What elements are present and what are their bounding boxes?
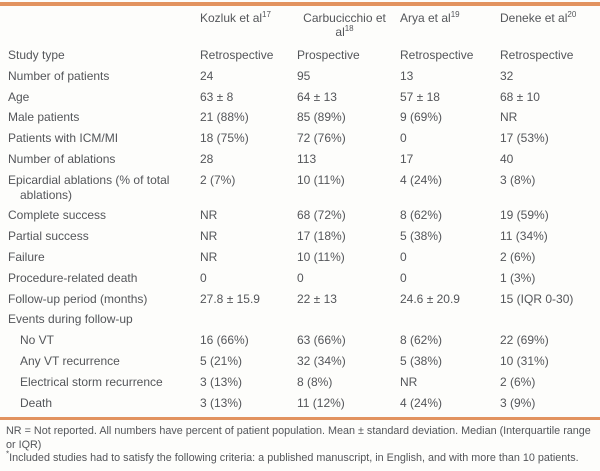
table-row (0, 372, 600, 393)
table-row (0, 149, 600, 170)
row-label: Study type (8, 48, 65, 62)
table-cell: 28 (200, 151, 214, 166)
column-header-label: Deneke et $al^{20}$ (500, 10, 577, 25)
table-cell: 19 (59%) (500, 208, 549, 223)
table-cell: 95 (297, 68, 311, 83)
table-cell: 5 (38%) (400, 353, 443, 368)
table-cell: Retrospective (500, 48, 574, 62)
table-cell: 32 (34%) (297, 353, 346, 368)
table-cell: Prospective (297, 48, 360, 62)
table-cell: 40 (500, 151, 514, 166)
table-cell: 18 (75%) (200, 131, 249, 146)
table-cell: 5 (21%) (200, 353, 243, 368)
table-cell: 15 (IQR 0-30) (500, 291, 574, 306)
table-cell: 2 (6%) (500, 374, 536, 389)
row-label: Partial success (8, 229, 89, 244)
table-row (0, 289, 600, 310)
row-label: Events during follow-up (8, 312, 133, 327)
row-label: Death (20, 395, 53, 410)
table-cell: 5 (38%) (400, 229, 443, 244)
row-label: No VT (20, 333, 55, 348)
comparison-table (0, 2, 600, 466)
table-cell: Retrospective (200, 48, 274, 62)
table-cell: 24 (200, 68, 214, 83)
table-cell: 21 (88%) (200, 110, 249, 125)
table-cell: 3 (13%) (200, 374, 243, 389)
table-cell: 22 ± 13 (297, 291, 337, 306)
footnote-inclusion-text: Included studies had to satisfy the following criteria: a published manuscript, in English, and with more than 10 patients. (9, 452, 579, 465)
table-row (0, 393, 600, 414)
table-cell: 72 (76%) (297, 131, 346, 146)
table-cell: 27.8 ± 15.9 (200, 291, 260, 306)
table-cell: 68 ± 10 (500, 89, 540, 104)
table-cell: 8 (62%) (400, 333, 443, 348)
table-body (0, 45, 600, 413)
table-row (0, 107, 600, 128)
table-cell: NR (200, 229, 218, 244)
row-label: Patients with ICM/MI (8, 131, 119, 146)
column-header-label: Carbucicchio et $al^{18}$ (303, 11, 386, 39)
table-cell: 10 (11%) (297, 249, 345, 264)
table-cell: 10 (31%) (500, 353, 549, 368)
table-cell: 68 (72%) (297, 208, 346, 223)
table-cell: NR (500, 110, 518, 125)
table-row (0, 170, 600, 206)
table-cell: 22 (69%) (500, 333, 549, 348)
column-header (400, 11, 500, 25)
table-cell: 10 (11%) (297, 172, 345, 187)
table-cell: 24.6 ± 20.9 (400, 291, 460, 306)
reference-superscript: 18 (344, 24, 354, 33)
table-row (0, 205, 600, 226)
table-cell: 4 (24%) (400, 172, 443, 187)
table-cell: 1 (3%) (500, 270, 536, 285)
row-label: Failure (8, 249, 45, 264)
table-row (0, 87, 600, 108)
table-cell: 8 (62%) (400, 208, 443, 223)
table-cell: 0 (200, 270, 207, 285)
table-cell: 64 ± 13 (297, 89, 337, 104)
table-cell: 17 (18%) (297, 229, 346, 244)
column-header (200, 11, 297, 25)
table-header-row (0, 6, 600, 45)
table-cell: 0 (297, 270, 304, 285)
table-cell: 0 (400, 249, 407, 264)
table-row (0, 128, 600, 149)
table-cell: 0 (400, 131, 407, 146)
row-label: Any VT recurrence (20, 353, 120, 368)
table-cell: 32 (500, 68, 514, 83)
column-header (500, 11, 600, 25)
table-cell: 13 (400, 68, 414, 83)
table-cell: 3 (13%) (200, 395, 243, 410)
table-cell: 0 (400, 270, 407, 285)
table-cell: 2 (6%) (500, 249, 536, 264)
table-cell: 57 ± 18 (400, 89, 440, 104)
table-row (0, 45, 600, 66)
table-cell: 4 (24%) (400, 395, 443, 410)
row-label: Epicardial ablations (% of total ablations) (8, 172, 170, 202)
table-row (0, 66, 600, 87)
column-header-label: Kozluk et $al^{17}$ (200, 10, 271, 25)
table-cell: NR (400, 374, 418, 389)
table-cell: 63 ± 8 (200, 89, 234, 104)
table-cell: 85 (89%) (297, 110, 346, 125)
table-row (0, 226, 600, 247)
table-cell: 8 (8%) (297, 374, 333, 389)
table-row (0, 247, 600, 268)
column-header (297, 11, 400, 39)
row-label: Male patients (8, 110, 80, 125)
table-cell: 16 (66%) (200, 333, 249, 348)
footnotes (0, 420, 600, 466)
table-cell: 17 (400, 151, 414, 166)
table-cell: 3 (9%) (500, 395, 536, 410)
row-label: Electrical storm recurrence (20, 374, 163, 389)
table-row (0, 309, 600, 330)
footnote-abbreviations: NR = Not reported. All numbers have percent of patient population. Mean ± standard deviation. Median (Interquartile range or IQR) (6, 425, 591, 451)
table-cell: NR (200, 208, 218, 223)
table-row (0, 330, 600, 351)
table-row (0, 351, 600, 372)
column-header-label: Arya et $al^{19}$ (400, 10, 460, 25)
row-label: Number of ablations (8, 151, 116, 166)
row-label: Procedure-related death (8, 270, 138, 285)
table-row (0, 268, 600, 289)
table-cell: 113 (297, 151, 317, 166)
table-cell: 63 (66%) (297, 333, 346, 348)
reference-superscript: 19 (450, 10, 460, 19)
footnote-marker: * (6, 449, 10, 459)
table-cell: 11 (34%) (500, 229, 548, 244)
reference-superscript: 17 (262, 10, 271, 19)
table-cell: 11 (12%) (297, 395, 345, 410)
row-label: Follow-up period (months) (8, 291, 148, 306)
table-cell: 2 (7%) (200, 172, 236, 187)
footnote-inclusion-criteria (6, 449, 594, 466)
table-cell: 3 (8%) (500, 172, 536, 187)
row-label: Number of patients (8, 68, 110, 83)
table-cell: NR (200, 249, 218, 264)
table-cell: 17 (53%) (500, 131, 549, 146)
table-cell: 9 (69%) (400, 110, 443, 125)
table-cell: Retrospective (400, 48, 474, 62)
row-label: Age (8, 89, 30, 104)
row-label: Complete success (8, 208, 107, 223)
reference-superscript: 20 (567, 10, 577, 19)
